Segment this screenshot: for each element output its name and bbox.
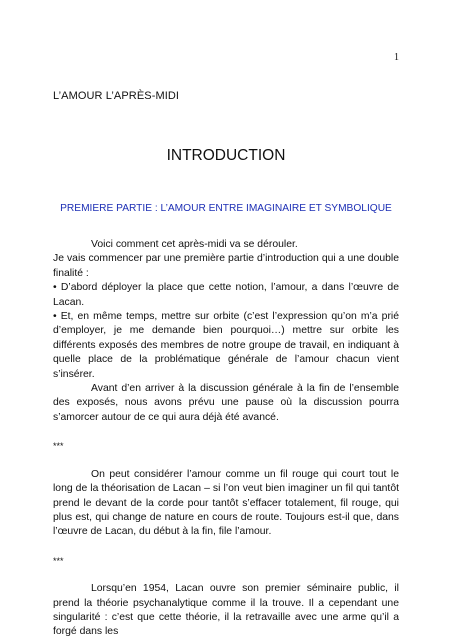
- paragraph: Lorsqu’en 1954, Lacan ouvre son premier séminaire public, il prend la théorie psychanalytique comme il la trouve. Il a cependant une singularité : c’est que cette théorie, il la retravaille avec une arme qu’il a forgé dans les: [53, 583, 399, 638]
- document-header: L’AMOUR L’APRÈS-MIDI: [53, 90, 180, 102]
- paragraph: Voici comment cet après-midi va se dérouler.: [91, 239, 298, 250]
- paragraph: Avant d’en arriver à la discussion générale à la fin de l’ensemble des exposés, nous avons prévu une pause où la discussion pourra s’amorcer autour de ce qui aura déjà été avancé.: [53, 383, 399, 423]
- separator: ***: [53, 555, 64, 566]
- separator: ***: [53, 441, 64, 452]
- page-number: 1: [394, 52, 399, 63]
- part-title: PREMIERE PARTIE : L’AMOUR ENTRE IMAGINAIRE ET SYMBOLIQUE: [60, 203, 392, 214]
- section-title: INTRODUCTION: [166, 147, 286, 164]
- bullet-paragraph: • Et, en même temps, mettre sur orbite (c’est l’expression qu’on m’a prié d’employer, je me demande bien pourquoi…) mettre sur orbite les différents exposés des membres de notre groupe de travail, en indiquant à quelle place de la problématique générale de l’amour chacun vient s’insérer.: [53, 311, 399, 380]
- paragraph: Je vais commencer par une première partie d’introduction qui a une double finalité :: [53, 253, 399, 279]
- bullet-paragraph: • D’abord déployer la place que cette notion, l’amour, a dans l’œuvre de Lacan.: [53, 282, 399, 308]
- paragraph: On peut considérer l’amour comme un fil rouge qui court tout le long de la théorisation de Lacan – si l’on veut bien imaginer un fil qui tantôt prend le devant de la corde pour tantôt s’effacer totalement, fil rouge, qui plus est, qui change de nature en cours de route. Toujours est-il que, dans l’œuvre de Lacan, du début à la fin, file l’amour.: [53, 468, 399, 538]
- body-text: [53, 238, 399, 640]
